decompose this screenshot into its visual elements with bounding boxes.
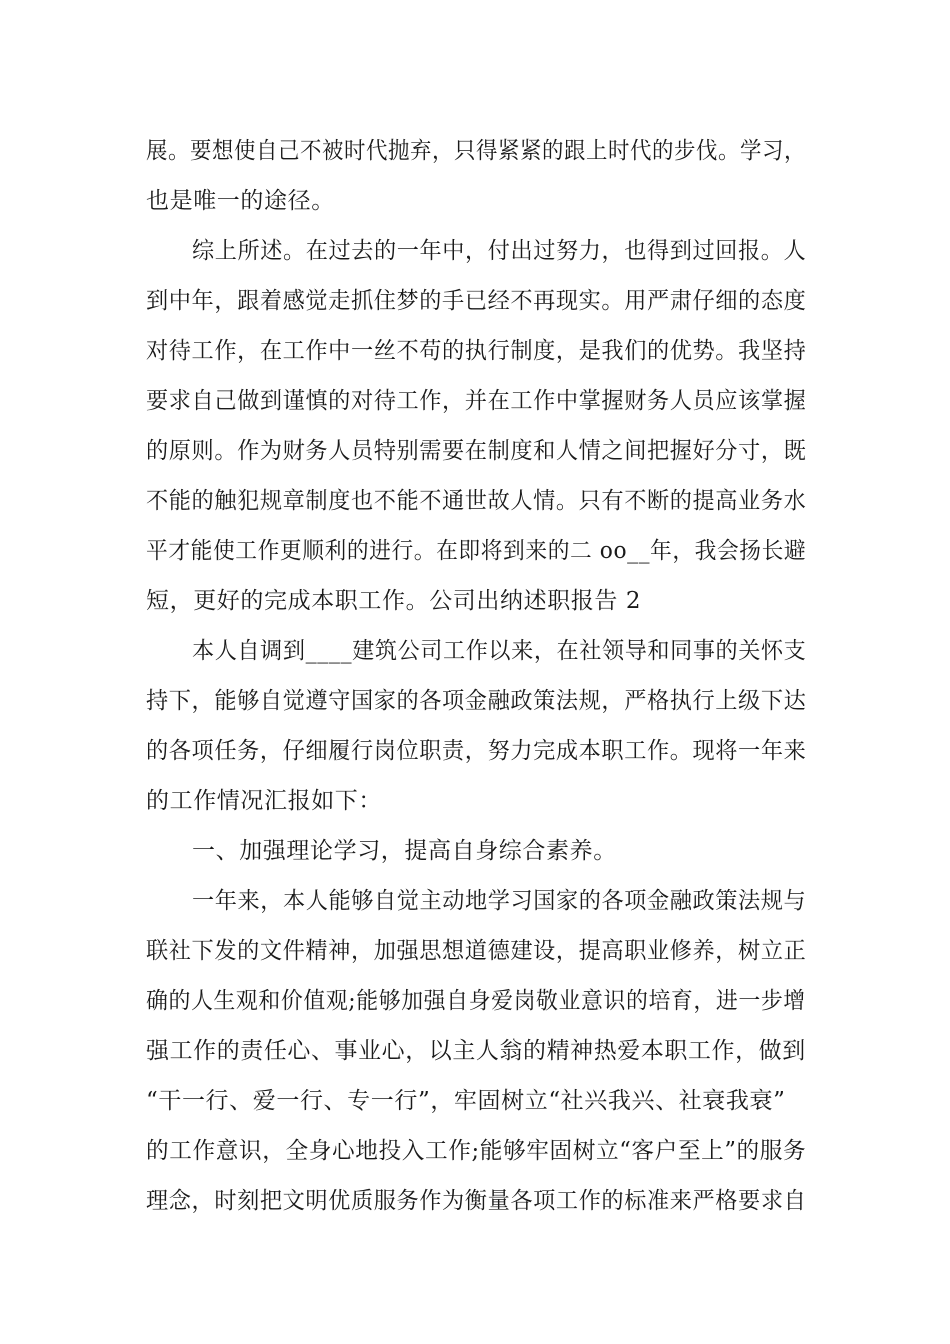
text-line: 的工作意识，全身心地投入工作;能够牢固树立“客户至上”的服务 (146, 1138, 807, 1164)
paragraph-start-line: 一年来，本人能够自觉主动地学习国家的各项金融政策法规与 (192, 888, 807, 914)
text-line: 要求自己做到谨慎的对待工作，并在工作中掌握财务人员应该掌握 (146, 388, 807, 414)
text-line: 理念，时刻把文明优质服务作为衡量各项工作的标准来严格要求自 (146, 1188, 807, 1214)
text-line: 平才能使工作更顺利的进行。在即将到来的二 oo__年，我会扬长避 (146, 538, 807, 564)
paragraph-start-line: 本人自调到____建筑公司工作以来，在社领导和同事的关怀支 (192, 638, 807, 664)
text-line: 短，更好的完成本职工作。公司出纳述职报告 2 (146, 588, 642, 614)
section-heading: 一、加强理论学习，提高自身综合素养。 (192, 838, 617, 864)
text-line: 不能的触犯规章制度也不能不通世故人情。只有不断的提高业务水 (146, 488, 807, 514)
text-line: 联社下发的文件精神，加强思想道德建设，提高职业修养，树立正 (146, 938, 807, 964)
text-line: 确的人生观和价值观;能够加强自身爱岗敬业意识的培育，进一步增 (146, 988, 806, 1014)
text-line: 持下，能够自觉遵守国家的各项金融政策法规，严格执行上级下达 (146, 688, 807, 714)
text-line: 到中年，跟着感觉走抓住梦的手已经不再现实。用严肃仔细的态度 (146, 288, 807, 314)
text-line: “干一行、爱一行、专一行”，牢固树立“社兴我兴、社衰我衰” (146, 1088, 786, 1114)
text-line: 的各项任务，仔细履行岗位职责，努力完成本职工作。现将一年来 (146, 738, 807, 764)
text-line: 强工作的责任心、事业心，以主人翁的精神热爱本职工作，做到 (146, 1038, 806, 1064)
text-line: 对待工作，在工作中一丝不苟的执行制度，是我们的优势。我坚持 (146, 338, 807, 364)
text-line: 展。要想使自己不被时代抛弃，只得紧紧的跟上时代的步伐。学习， (146, 138, 806, 164)
text-line: 的工作情况汇报如下： (146, 788, 382, 814)
paragraph-start-line: 综上所述。在过去的一年中，付出过努力，也得到过回报。人 (192, 238, 807, 264)
text-line: 的原则。作为财务人员特别需要在制度和人情之间把握好分寸，既 (146, 438, 807, 464)
text-line: 也是唯一的途径。 (146, 188, 335, 214)
